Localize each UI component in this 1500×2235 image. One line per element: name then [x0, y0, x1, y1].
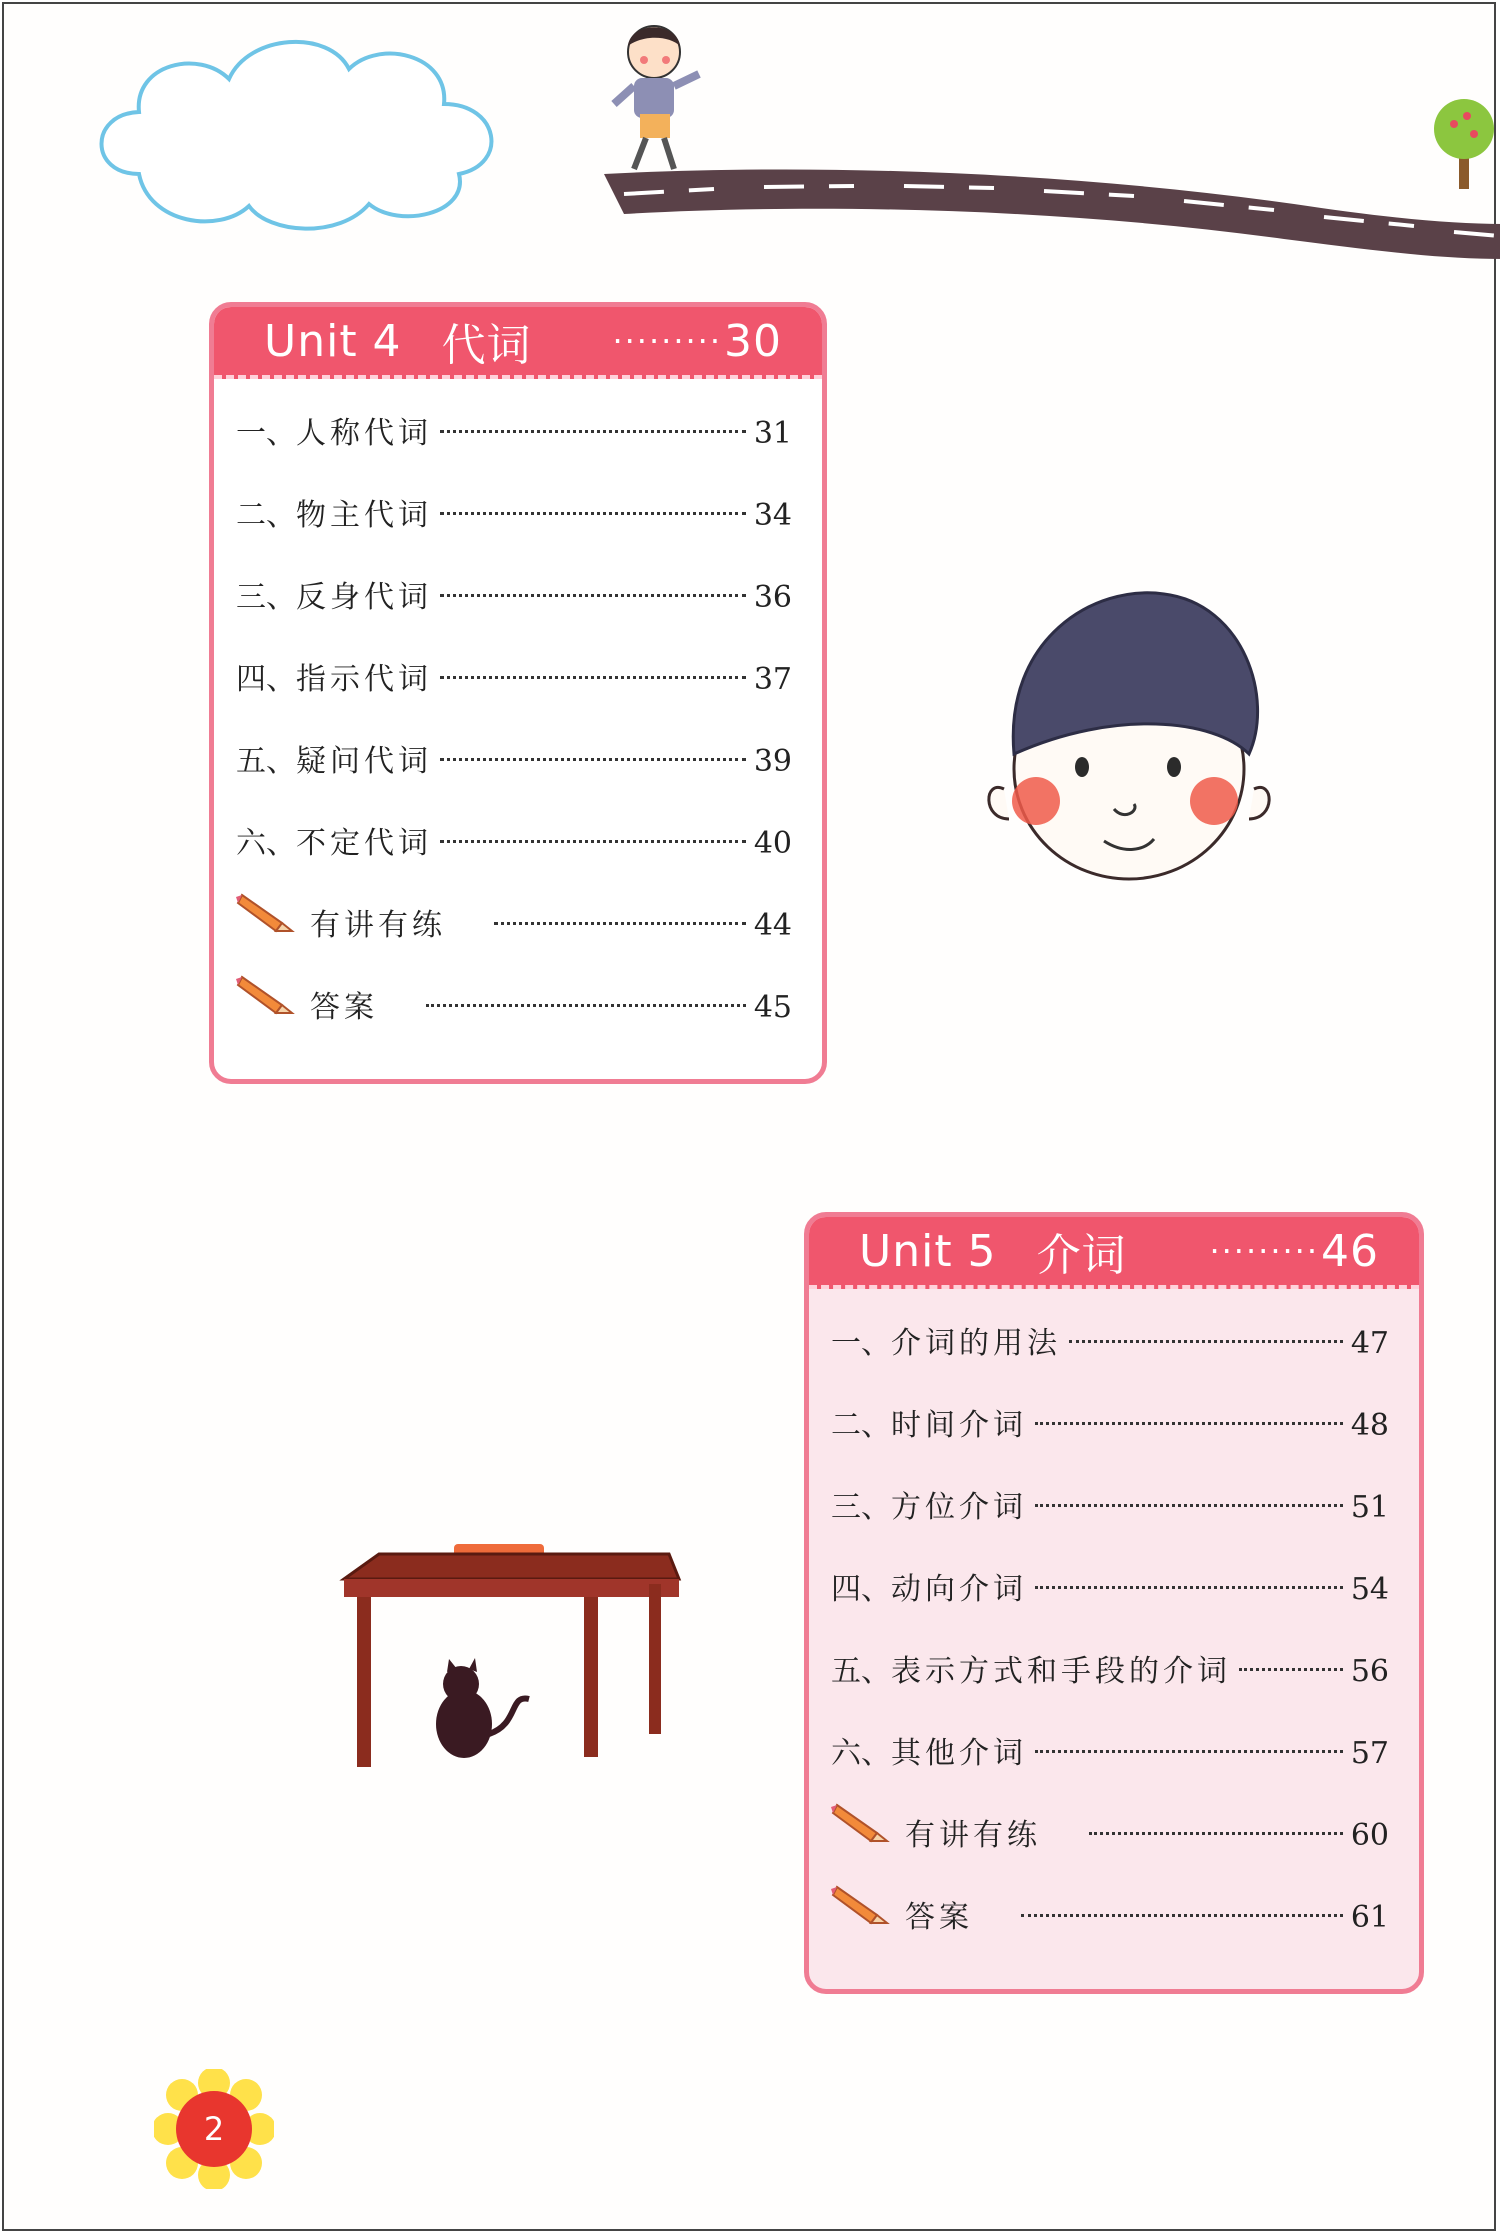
toc-entry-page: 36: [753, 580, 792, 615]
toc-entry-num: 四、: [236, 662, 296, 697]
toc-entry-num: 二、: [831, 1408, 891, 1443]
unit-4-header-dots: ·········: [612, 322, 722, 360]
toc-entry-num: 三、: [236, 580, 296, 615]
toc-entry[interactable]: [214, 803, 822, 885]
toc-entry-title: 答案: [310, 990, 378, 1025]
boy-illustration: [604, 14, 714, 184]
toc-unit-5: [804, 1212, 1424, 1994]
toc-entry-num: 一、: [236, 416, 296, 451]
toc-entry[interactable]: [809, 1385, 1419, 1467]
unit-4-toc-list: [214, 393, 822, 1049]
table-cat-illustration: [339, 1524, 689, 1784]
toc-entry-title: 有讲有练: [905, 1818, 1041, 1853]
dot-leader: [1069, 1340, 1343, 1343]
toc-entry-page: 31: [753, 416, 792, 451]
toc-extra-entry[interactable]: [214, 885, 822, 967]
toc-entry-page: 39: [753, 744, 792, 779]
toc-entry-title: 反身代词: [296, 580, 432, 615]
dot-leader: [440, 512, 746, 515]
toc-entry-page: 61: [1350, 1900, 1389, 1935]
page-number-badge: [154, 2069, 274, 2189]
toc-extra-entry[interactable]: [809, 1795, 1419, 1877]
unit-5-header[interactable]: [809, 1217, 1419, 1289]
toc-entry-page: 45: [753, 990, 792, 1025]
toc-entry[interactable]: [809, 1303, 1419, 1385]
dot-leader: [440, 758, 746, 761]
dot-leader: [440, 840, 746, 843]
toc-entry-title: 指示代词: [296, 662, 432, 697]
toc-entry-title: 方位介词: [891, 1490, 1027, 1525]
dot-leader: [440, 594, 746, 597]
unit-5-header-dots: ·········: [1209, 1232, 1319, 1270]
toc-entry-page: 60: [1350, 1818, 1389, 1853]
unit-5-toc-list: [809, 1303, 1419, 1959]
dot-leader: [494, 922, 746, 925]
unit-4-page: 30: [724, 315, 782, 367]
toc-entry-num: 五、: [831, 1654, 891, 1689]
dot-leader: [1239, 1668, 1343, 1671]
face-illustration: [964, 579, 1294, 909]
unit-5-page: 46: [1321, 1225, 1379, 1277]
toc-entry[interactable]: [809, 1713, 1419, 1795]
toc-extra-entry[interactable]: [809, 1877, 1419, 1959]
toc-entry-num: 一、: [831, 1326, 891, 1361]
toc-entry[interactable]: [214, 557, 822, 639]
unit-4-header[interactable]: [214, 307, 822, 379]
cloud-illustration: [79, 24, 559, 244]
toc-entry-page: 40: [753, 826, 792, 861]
unit-5-title: 介词: [1036, 1230, 1127, 1281]
toc-entry-num: 四、: [831, 1572, 891, 1607]
toc-entry-page: 34: [753, 498, 792, 533]
pencil-icon: [831, 1795, 891, 1845]
toc-entry-page: 48: [1350, 1408, 1389, 1443]
pencil-icon: [236, 885, 296, 935]
toc-entry-title: 其他介词: [891, 1736, 1027, 1771]
dot-leader: [1035, 1504, 1343, 1507]
dot-leader: [426, 1004, 746, 1007]
dot-leader: [440, 676, 746, 679]
toc-entry-num: 三、: [831, 1490, 891, 1525]
toc-entry-title: 人称代词: [296, 416, 432, 451]
toc-entry-title: 动向介词: [891, 1572, 1027, 1607]
dot-leader: [1035, 1750, 1343, 1753]
pencil-icon: [236, 967, 296, 1017]
unit-4-title: 代词: [441, 320, 532, 371]
toc-entry-page: 54: [1350, 1572, 1389, 1607]
toc-entry-title: 不定代词: [296, 826, 432, 861]
unit-5-label: Unit 5: [859, 1225, 997, 1277]
toc-entry-title: 物主代词: [296, 498, 432, 533]
toc-entry[interactable]: [214, 475, 822, 557]
toc-entry[interactable]: [809, 1631, 1419, 1713]
dot-leader: [1035, 1422, 1343, 1425]
toc-entry-title: 答案: [905, 1900, 973, 1935]
toc-entry-page: 51: [1350, 1490, 1389, 1525]
toc-entry[interactable]: [214, 721, 822, 803]
toc-entry-page: 44: [753, 908, 792, 943]
toc-entry[interactable]: [214, 393, 822, 475]
toc-entry-title: 表示方式和手段的介词: [891, 1654, 1231, 1689]
toc-entry-num: 六、: [236, 826, 296, 861]
road-illustration: [594, 144, 1500, 284]
toc-entry[interactable]: [809, 1549, 1419, 1631]
unit-4-label: Unit 4: [264, 315, 402, 367]
dot-leader: [440, 430, 746, 433]
dot-leader: [1035, 1586, 1343, 1589]
toc-entry[interactable]: [214, 639, 822, 721]
toc-entry-num: 五、: [236, 744, 296, 779]
page-number: 2: [203, 2110, 225, 2148]
toc-entry-title: 介词的用法: [891, 1326, 1061, 1361]
toc-extra-entry[interactable]: [214, 967, 822, 1049]
page-frame: [2, 2, 1496, 2231]
toc-entry-title: 疑问代词: [296, 744, 432, 779]
toc-entry-page: 47: [1350, 1326, 1389, 1361]
tree-illustration: [1429, 94, 1499, 194]
dot-leader: [1021, 1914, 1343, 1917]
toc-entry-title: 时间介词: [891, 1408, 1027, 1443]
toc-entry-page: 56: [1350, 1654, 1389, 1689]
toc-entry-num: 二、: [236, 498, 296, 533]
toc-unit-4: [209, 302, 827, 1084]
toc-entry[interactable]: [809, 1467, 1419, 1549]
pencil-icon: [831, 1877, 891, 1927]
toc-entry-page: 37: [753, 662, 792, 697]
toc-entry-num: 六、: [831, 1736, 891, 1771]
toc-entry-title: 有讲有练: [310, 908, 446, 943]
dot-leader: [1089, 1832, 1343, 1835]
toc-entry-page: 57: [1350, 1736, 1389, 1771]
